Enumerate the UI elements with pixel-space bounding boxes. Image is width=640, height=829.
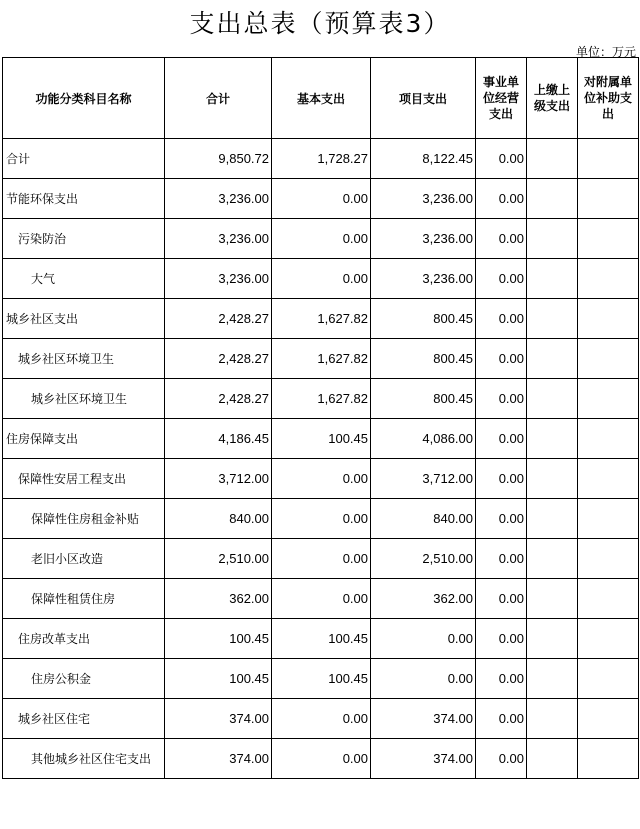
row-upper — [527, 619, 578, 659]
table-row — [3, 539, 639, 579]
row-basic: 1,627.82 — [272, 339, 371, 379]
row-basic: 0.00 — [272, 579, 371, 619]
row-subsidy — [578, 139, 639, 179]
row-project: 800.45 — [371, 299, 476, 339]
row-subsidy — [578, 579, 639, 619]
row-total: 3,236.00 — [165, 179, 272, 219]
row-total: 9,850.72 — [165, 139, 272, 179]
row-name: 城乡社区环境卫生 — [3, 379, 165, 419]
row-basic: 1,728.27 — [272, 139, 371, 179]
row-upper — [527, 579, 578, 619]
table-row — [3, 299, 639, 339]
row-name: 住房改革支出 — [3, 619, 165, 659]
row-name: 合计 — [3, 139, 165, 179]
row-basic: 100.45 — [272, 619, 371, 659]
row-subsidy — [578, 299, 639, 339]
row-total: 4,186.45 — [165, 419, 272, 459]
row-basic: 0.00 — [272, 739, 371, 779]
table-row — [3, 579, 639, 619]
row-project: 8,122.45 — [371, 139, 476, 179]
row-upper — [527, 659, 578, 699]
header-total: 合计 — [165, 58, 272, 139]
row-subsidy — [578, 219, 639, 259]
row-upper — [527, 499, 578, 539]
unit-label: 单位：万元 — [575, 45, 636, 59]
row-project: 3,236.00 — [371, 219, 476, 259]
row-business: 0.00 — [476, 419, 527, 459]
row-project: 3,236.00 — [371, 179, 476, 219]
row-business: 0.00 — [476, 619, 527, 659]
row-name: 保障性租赁住房 — [3, 579, 165, 619]
row-subsidy — [578, 179, 639, 219]
row-business: 0.00 — [476, 659, 527, 699]
row-business: 0.00 — [476, 539, 527, 579]
row-subsidy — [578, 539, 639, 579]
row-subsidy — [578, 659, 639, 699]
row-name: 城乡社区环境卫生 — [3, 339, 165, 379]
row-upper — [527, 339, 578, 379]
row-basic: 0.00 — [272, 699, 371, 739]
row-name: 污染防治 — [3, 219, 165, 259]
row-business: 0.00 — [476, 459, 527, 499]
row-total: 2,428.27 — [165, 339, 272, 379]
row-subsidy — [578, 379, 639, 419]
row-name: 其他城乡社区住宅支出 — [3, 739, 165, 779]
table-row — [3, 139, 639, 179]
header-upper: 上缴上级支出 — [527, 58, 578, 139]
row-project: 0.00 — [371, 619, 476, 659]
table-row — [3, 499, 639, 539]
table-row — [3, 379, 639, 419]
row-project: 3,236.00 — [371, 259, 476, 299]
row-upper — [527, 219, 578, 259]
row-upper — [527, 379, 578, 419]
row-project: 2,510.00 — [371, 539, 476, 579]
row-name: 保障性住房租金补贴 — [3, 499, 165, 539]
row-business: 0.00 — [476, 579, 527, 619]
header-basic: 基本支出 — [272, 58, 371, 139]
row-total: 100.45 — [165, 659, 272, 699]
row-subsidy — [578, 339, 639, 379]
row-total: 2,428.27 — [165, 299, 272, 339]
row-name: 住房保障支出 — [3, 419, 165, 459]
row-subsidy — [578, 499, 639, 539]
row-total: 100.45 — [165, 619, 272, 659]
page-title: 支出总表（预算表3） — [189, 9, 451, 38]
row-business: 0.00 — [476, 219, 527, 259]
row-basic: 100.45 — [272, 659, 371, 699]
row-project: 800.45 — [371, 379, 476, 419]
row-upper — [527, 459, 578, 499]
row-basic: 1,627.82 — [272, 379, 371, 419]
row-basic: 0.00 — [272, 259, 371, 299]
header-subsidy: 对附属单位补助支出 — [578, 58, 639, 139]
table-row — [3, 739, 639, 779]
row-business: 0.00 — [476, 139, 527, 179]
table-row — [3, 219, 639, 259]
row-project: 374.00 — [371, 699, 476, 739]
expenditure-table — [2, 57, 639, 779]
row-project: 3,712.00 — [371, 459, 476, 499]
row-name: 大气 — [3, 259, 165, 299]
row-basic: 0.00 — [272, 179, 371, 219]
row-upper — [527, 299, 578, 339]
row-subsidy — [578, 699, 639, 739]
row-total: 3,236.00 — [165, 259, 272, 299]
row-total: 2,510.00 — [165, 539, 272, 579]
row-total: 840.00 — [165, 499, 272, 539]
row-business: 0.00 — [476, 179, 527, 219]
table-row — [3, 339, 639, 379]
header-row — [3, 58, 639, 139]
row-basic: 1,627.82 — [272, 299, 371, 339]
row-business: 0.00 — [476, 259, 527, 299]
table-row — [3, 699, 639, 739]
row-upper — [527, 739, 578, 779]
row-project: 840.00 — [371, 499, 476, 539]
row-basic: 0.00 — [272, 219, 371, 259]
row-name: 保障性安居工程支出 — [3, 459, 165, 499]
row-basic: 100.45 — [272, 419, 371, 459]
row-business: 0.00 — [476, 739, 527, 779]
row-name: 老旧小区改造 — [3, 539, 165, 579]
row-upper — [527, 259, 578, 299]
row-total: 374.00 — [165, 699, 272, 739]
row-subsidy — [578, 459, 639, 499]
row-project: 0.00 — [371, 659, 476, 699]
row-subsidy — [578, 619, 639, 659]
row-upper — [527, 419, 578, 459]
row-subsidy — [578, 739, 639, 779]
row-business: 0.00 — [476, 339, 527, 379]
row-name: 住房公积金 — [3, 659, 165, 699]
table-row — [3, 179, 639, 219]
header-project: 项目支出 — [371, 58, 476, 139]
row-total: 3,712.00 — [165, 459, 272, 499]
row-name: 城乡社区住宅 — [3, 699, 165, 739]
row-project: 4,086.00 — [371, 419, 476, 459]
row-total: 374.00 — [165, 739, 272, 779]
row-project: 374.00 — [371, 739, 476, 779]
row-project: 800.45 — [371, 339, 476, 379]
row-upper — [527, 539, 578, 579]
row-upper — [527, 179, 578, 219]
table-row — [3, 459, 639, 499]
row-business: 0.00 — [476, 379, 527, 419]
row-project: 362.00 — [371, 579, 476, 619]
row-basic: 0.00 — [272, 459, 371, 499]
row-business: 0.00 — [476, 299, 527, 339]
row-name: 节能环保支出 — [3, 179, 165, 219]
table-row — [3, 419, 639, 459]
header-name: 功能分类科目名称 — [3, 58, 165, 139]
row-name: 城乡社区支出 — [3, 299, 165, 339]
row-subsidy — [578, 419, 639, 459]
row-business: 0.00 — [476, 499, 527, 539]
row-upper — [527, 699, 578, 739]
table-row — [3, 619, 639, 659]
header-business: 事业单位经营支出 — [476, 58, 527, 139]
table-body — [3, 139, 639, 779]
row-basic: 0.00 — [272, 539, 371, 579]
table-row — [3, 659, 639, 699]
table-row — [3, 259, 639, 299]
row-upper — [527, 139, 578, 179]
row-subsidy — [578, 259, 639, 299]
row-business: 0.00 — [476, 699, 527, 739]
row-basic: 0.00 — [272, 499, 371, 539]
row-total: 3,236.00 — [165, 219, 272, 259]
row-total: 362.00 — [165, 579, 272, 619]
row-total: 2,428.27 — [165, 379, 272, 419]
